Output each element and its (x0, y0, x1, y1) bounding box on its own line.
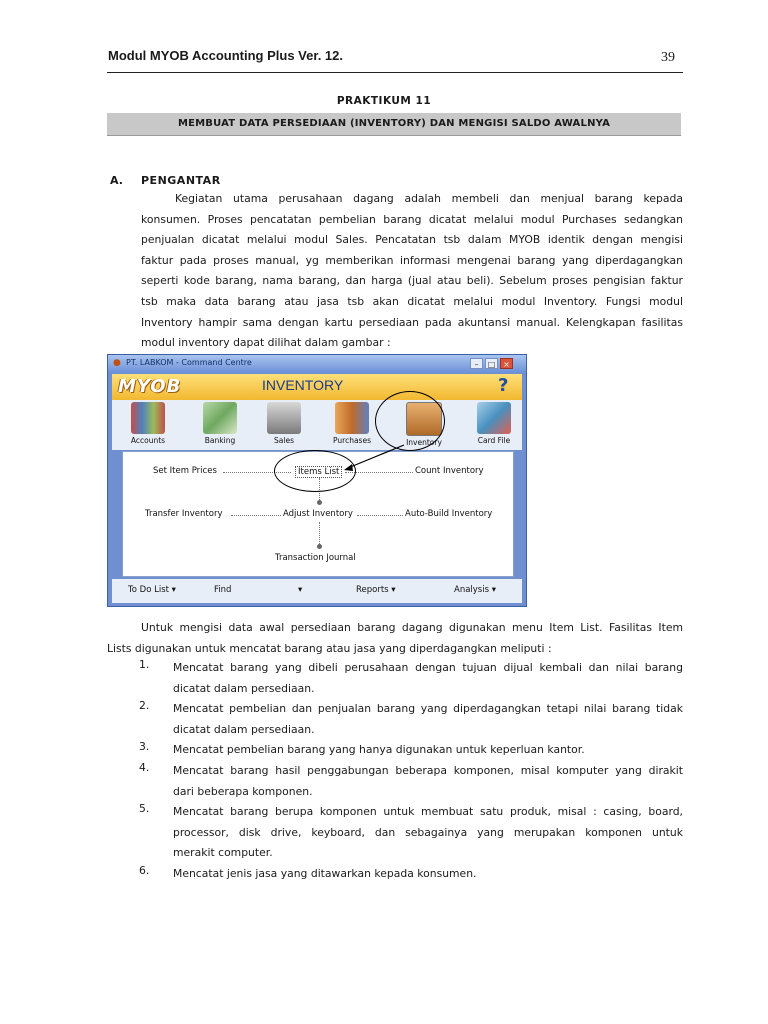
section-number: A. (110, 174, 123, 187)
paragraph-line: tsb maka data barang atau jasa tsb akan dicatat melalui modul Inventory. Fungsi modul (141, 294, 683, 308)
list-line: processor, disk drive, keyboard, dan sebagainya yang merupakan komponen untuk (173, 825, 683, 839)
myob-logo: MYOB (118, 376, 182, 397)
list-line: Mencatat barang yang dibeli perusahaan dengan tujuan dijual kembali dan nilai barang (173, 661, 683, 674)
paragraph-line: konsumen. Proses pencatatan pembelian barang dicatat melalui modul Purchases sedangkan (141, 212, 683, 226)
set-item-prices-link: Set Item Prices (153, 466, 217, 476)
list-line: Mencatat pembelian dan penjualan barang yang diperdagangkan tetapi nilai barang tidak (173, 702, 683, 716)
find-dropdown-icon: ▾ (298, 585, 303, 595)
running-header-title: Modul MYOB Accounting Plus Ver. 12. (108, 48, 343, 63)
section-title: PENGANTAR (141, 174, 221, 187)
list-item (107, 761, 683, 802)
list-number: 4. (139, 760, 150, 774)
transfer-inventory-link: Transfer Inventory (145, 509, 223, 519)
count-inventory-link: Count Inventory (415, 466, 484, 476)
module-label: Banking (204, 436, 236, 445)
item-list-paragraph (107, 618, 683, 659)
list-line: merakit computer. (173, 846, 273, 860)
item-list-uses (107, 658, 683, 885)
paragraph-line: modul inventory dapat dilihat dalam gambar : (141, 336, 391, 350)
module-label: Card File (477, 436, 511, 445)
list-number: 1. (139, 658, 150, 671)
paragraph-line: Untuk mengisi data awal persediaan barang dagang digunakan menu Item List. Fasilitas Item (141, 621, 683, 634)
paragraph-line: Kegiatan utama perusahaan dagang adalah membeli dan menjual barang kepada (175, 192, 683, 205)
adjust-inventory-link: Adjust Inventory (283, 509, 353, 519)
reports-menu: Reports ▾ (356, 585, 396, 595)
list-item (107, 802, 683, 864)
list-item (107, 864, 683, 885)
list-line: Mencatat barang hasil penggabungan beberapa komponen, misal komputer yang dirakit (173, 763, 683, 777)
items-list-link: Items List (295, 466, 342, 478)
list-line: Mencatat barang berupa komponen untuk membuat satu produk, misal : casing, board, (173, 805, 683, 819)
page-number: 39 (661, 50, 675, 65)
list-number: 6. (139, 863, 150, 877)
app-icon: ● (113, 358, 121, 368)
find-menu: Find (214, 585, 232, 595)
list-number: 3. (139, 740, 150, 754)
list-item (107, 658, 683, 699)
paragraph-line: seperti kode barang, nama barang, dan harga (jual atau beli). Sebelum proses pengisian faktur (141, 274, 683, 288)
header-rule (107, 72, 683, 73)
annotation-arrow (108, 355, 526, 606)
intro-paragraph (141, 189, 683, 354)
auto-build-inventory-link: Auto-Build Inventory (405, 509, 493, 519)
list-number: 2. (139, 699, 150, 713)
list-line: Mencatat pembelian barang yang hanya digunakan untuk keperluan kantor. (173, 743, 585, 757)
analysis-menu: Analysis ▾ (454, 585, 496, 595)
window-title: PT. LABKOM - Command Centre (126, 358, 252, 367)
minimize-icon: – (470, 358, 483, 369)
myob-command-centre-screenshot (107, 354, 527, 607)
module-label: Inventory (406, 438, 442, 447)
transaction-journal-link: Transaction Journal (275, 553, 356, 563)
paragraph-line: penjualan dicatat melalui modul Sales. Pencatatan tsb dalam MYOB identik dengan mengisi (141, 233, 683, 247)
list-item (107, 740, 683, 761)
paragraph-line: Lists digunakan untuk mencatat barang atau jasa yang diperdagangkan meliputi : (107, 641, 552, 655)
help-icon: ? (498, 375, 509, 396)
paragraph-line: Inventory hampir sama dengan kartu persediaan pada akuntansi manual. Kelengkapan fasilitas (141, 315, 683, 329)
praktikum-heading: PRAKTIKUM 11 (336, 95, 432, 107)
command-centre-section-title: INVENTORY (262, 377, 344, 393)
paragraph-line: faktur pada proses manual, yg memberikan informasi mengenai barang yang diperdagangkan (141, 253, 683, 267)
module-label: Accounts (130, 436, 166, 445)
module-label: Sales (274, 436, 294, 445)
module-label: Purchases (333, 436, 371, 445)
list-number: 5. (139, 802, 150, 816)
list-item (107, 699, 683, 740)
maximize-icon: □ (485, 358, 498, 369)
list-line: dicatat dalam persediaan. (173, 722, 315, 736)
chapter-title-banner: MEMBUAT DATA PERSEDIAAN (INVENTORY) DAN MENGISI SALDO AWALNYA (107, 113, 681, 136)
list-line: Mencatat jenis jasa yang ditawarkan kepada konsumen. (173, 866, 477, 880)
list-line: dicatat dalam persediaan. (173, 681, 315, 695)
todo-list-menu: To Do List ▾ (128, 585, 176, 595)
list-line: dari beberapa komponen. (173, 784, 313, 798)
close-icon: × (500, 358, 513, 369)
